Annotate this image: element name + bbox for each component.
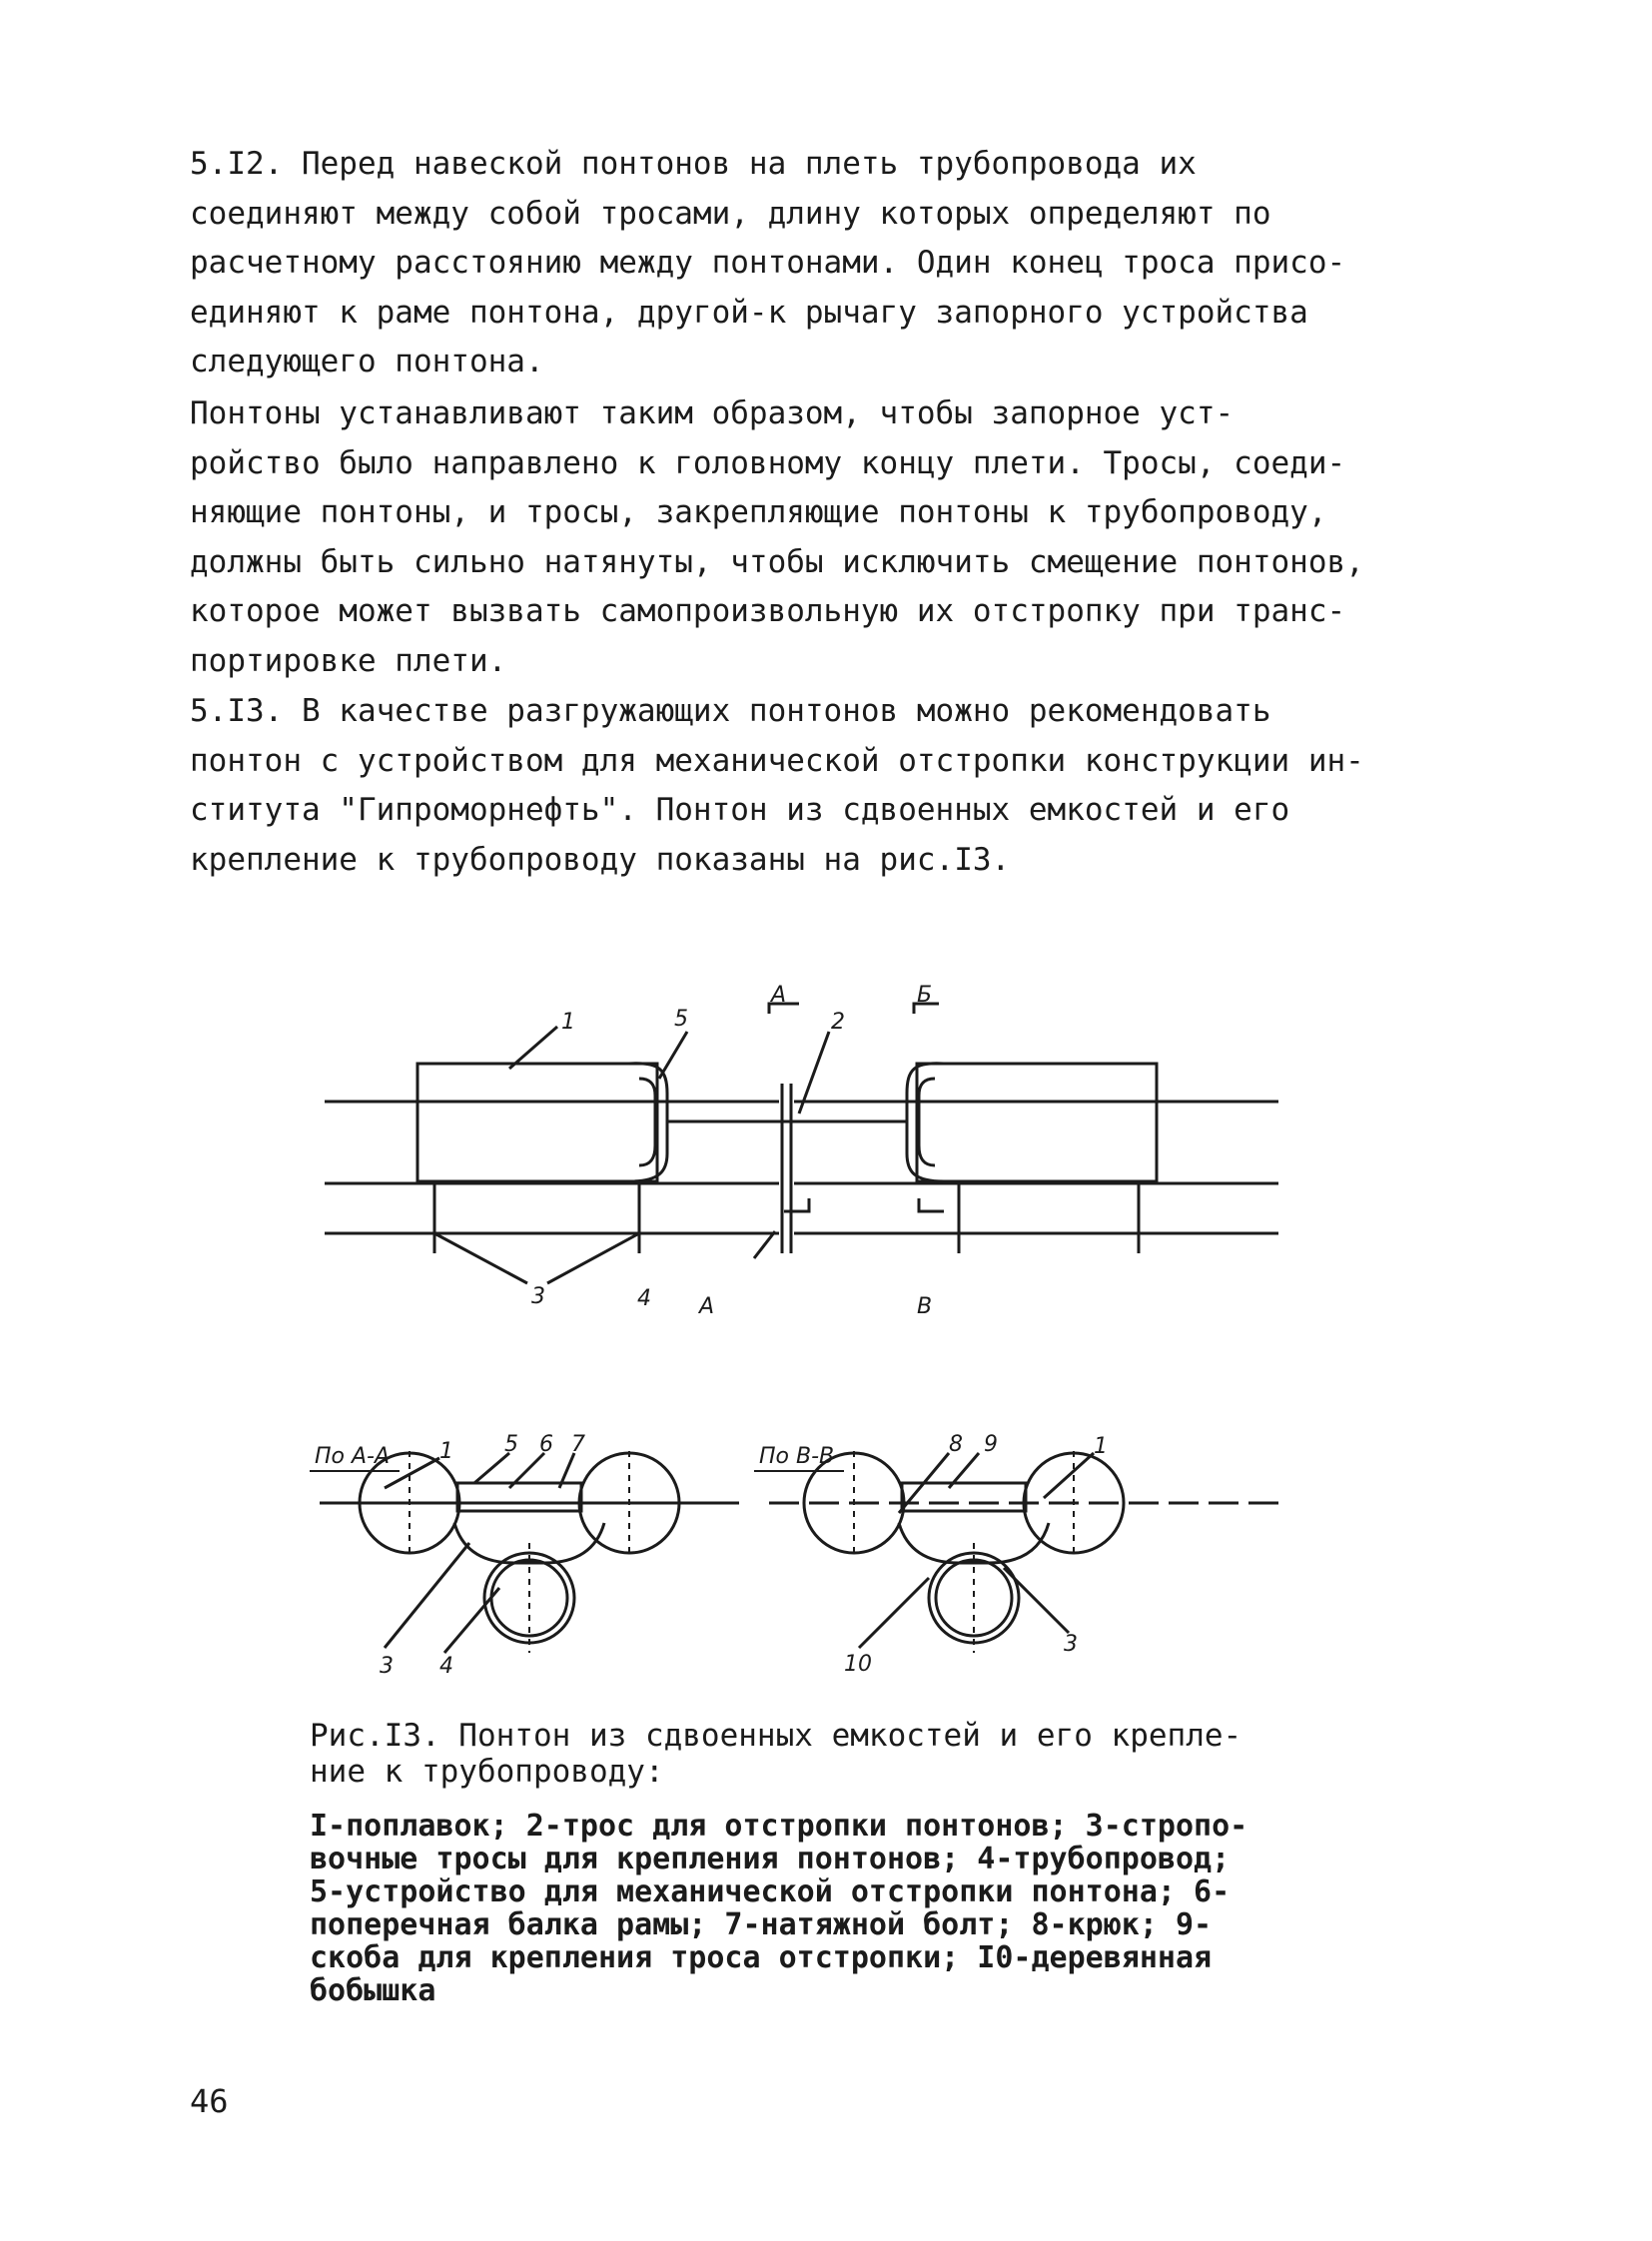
view-b-b [754, 1451, 1278, 1653]
view-a-label-1: 1 [439, 1439, 453, 1464]
figure-caption-title: Рис.I3. Понтон из сдвоенных емкостей и его крепле- ние к трубопроводу: [310, 1718, 1242, 1790]
pontoon-diagram [300, 984, 1298, 1683]
label-section-a-bottom: А [699, 1294, 715, 1319]
paragraph-5-13: 5.I3. В качестве разгружающих понтонов можно рекомендовать понтон с устройством для механической отстропки конструкции ин- ститута "Гипроморнефть". Понтон из сдвоенных емкостей и его крепление к трубопроводу показаны на рис.I3. [190, 693, 1364, 878]
view-a-label-5: 5 [504, 1432, 518, 1457]
pontoon-right [917, 1064, 1157, 1181]
paragraph-pontoon-installation: Понтоны устанавливают таким образом, чтобы запорное уст- ройство было направлено к головному концу плети. Тросы, соеди- няющие понтоны, и тросы, закрепляющие понтоны к трубопроводу, должны быть сильно натянуты, чтобы исключить смещение понтонов, которое может вызвать самопроизвольную их отстропку при транс- портировке плети. [190, 395, 1364, 679]
view-b-label-1: 1 [1094, 1434, 1108, 1459]
label-section-a-top: А [771, 984, 787, 1008]
view-a-label-4: 4 [439, 1654, 453, 1679]
view-b-label-10: 10 [844, 1652, 872, 1677]
label-4-top: 4 [637, 1286, 651, 1311]
view-a-a [310, 1451, 739, 1653]
pontoon-left [417, 1064, 657, 1181]
view-a-label-7: 7 [571, 1432, 585, 1457]
view-b-label-9: 9 [984, 1432, 998, 1457]
page-number: 46 [190, 2082, 229, 2120]
view-b-label-3: 3 [1064, 1632, 1078, 1657]
paragraph-5-12: 5.I2. Перед навеской понтонов на плеть трубопровода их соединяют между собой тросами, длину которых определяют по расчетному расстоянию между понтонами. Один конец троса присо- единяют к раме понтона, другой-к рычагу запорного устройства следующего понтона. [190, 146, 1346, 379]
label-section-b-bottom: В [917, 1294, 933, 1319]
view-b-label-8: 8 [949, 1432, 963, 1457]
view-a-label-6: 6 [539, 1432, 553, 1457]
view-b-title: По В-В [759, 1444, 835, 1469]
label-5-top: 5 [674, 1007, 688, 1032]
label-1-top: 1 [561, 1010, 575, 1035]
label-2-top: 2 [831, 1010, 845, 1035]
view-a-label-3: 3 [380, 1654, 394, 1679]
view-a-title: По А-А [315, 1444, 391, 1469]
label-section-b-top: Б [917, 984, 933, 1008]
figure-caption-legend: I-поплавок; 2-трос для отстропки понтонов; 3-стропо- вочные тросы для крепления понтонов; 4-трубопровод; 5-устройство для механической отстропки понтона; 6- поперечная балка рамы; 7-натяжной болт; 8-крюк; 9- скоба для крепления троса отстропки; I0-деревянная бобышка [310, 1809, 1248, 2008]
figure-13-drawing [300, 984, 1298, 1683]
label-3-top: 3 [531, 1284, 545, 1309]
